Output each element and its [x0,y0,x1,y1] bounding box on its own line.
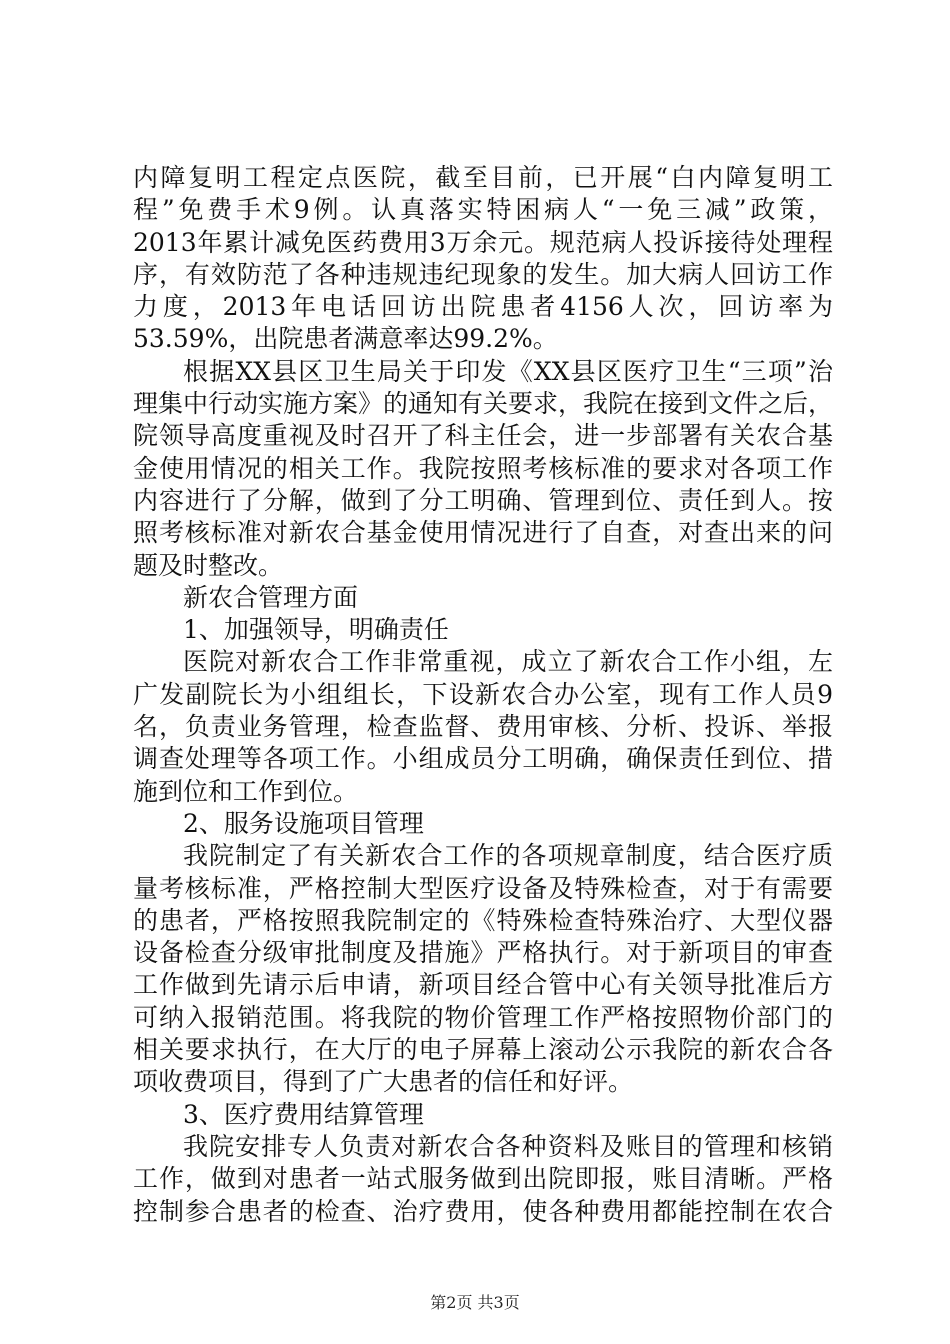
text-line: 项收费项目，得到了广大患者的信任和好评。 [133,1067,634,1097]
text-line: 的患者，严格按照我院制定的《特殊检查特殊治疗、大型仪器 [133,905,833,935]
text-line: 根据XX县区卫生局关于印发《XX县区医疗卫生“三项”治 [183,356,833,386]
text-line: 医院对新农合工作非常重视，成立了新农合工作小组，左 [183,647,833,677]
text-line: 我院制定了有关新农合工作的各项规章制度，结合医疗质 [183,841,833,871]
text-line: 院领导高度重视及时召开了科主任会，进一步部署有关农合基 [133,421,833,451]
text-line: 力度，2013年电话回访出院患者4156人次，回访率为 [133,292,833,322]
text-line: 程”免费手术9例。认真落实特困病人“一免三减”政策， [133,195,834,225]
text-line: 理集中行动实施方案》的通知有关要求，我院在接到文件之后， [133,389,834,419]
text-line: 工作，做到对患者一站式服务做到出院即报，账目清晰。严格 [133,1164,833,1194]
text-line: 2、服务设施项目管理 [183,808,424,838]
text-line: 金使用情况的相关工作。我院按照考核标准的要求对各项工作 [133,453,833,483]
text-line: 序，有效防范了各种违规违纪现象的发生。加大病人回访工作 [133,259,833,289]
text-line: 量考核标准，严格控制大型医疗设备及特殊检查，对于有需要 [133,873,833,903]
text-line: 我院安排专人负责对新农合各种资料及账目的管理和核销 [183,1131,833,1161]
text-line: 广发副院长为小组组长，下设新农合办公室，现有工作人员9 [133,679,833,709]
document-body [133,162,833,1228]
text-line: 题及时整改。 [133,550,284,580]
text-line: 内障复明工程定点医院，截至目前，已开展“白内障复明工 [133,163,833,192]
text-line: 可纳入报销范围。将我院的物价管理工作严格按照物价部门的 [133,1002,833,1032]
text-line: 新农合管理方面 [183,582,359,612]
text-line: 施到位和工作到位。 [133,776,359,806]
text-line: 照考核标准对新农合基金使用情况进行了自查，对查出来的问 [133,518,833,548]
text-line: 工作做到先请示后申请，新项目经合管中心有关领导批准后方 [133,970,833,1000]
text-line: 3、医疗费用结算管理 [183,1099,424,1129]
text-line: 1、加强领导，明确责任 [183,615,449,645]
text-line: 调查处理等各项工作。小组成员分工明确，确保责任到位、措 [133,744,833,774]
page-number-label: 第2页 共3页 [430,1293,520,1312]
text-line: 2013年累计减免医药费用3万余元。规范病人投诉接待处理程 [133,227,833,257]
text-line: 名，负责业务管理，检查监督、费用审核、分析、投诉、举报 [133,712,833,742]
page-footer [0,1290,950,1313]
text-line: 相关要求执行，在大厅的电子屏幕上滚动公示我院的新农合各 [133,1035,833,1065]
text-line: 设备检查分级审批制度及措施》严格执行。对于新项目的审查 [133,938,833,968]
text-line: 53.59%，出院患者满意率达99.2%。 [133,324,558,354]
text-line: 控制参合患者的检查、治疗费用，使各种费用都能控制在农合 [133,1196,833,1226]
text-line: 内容进行了分解，做到了分工明确、管理到位、责任到人。按 [133,485,833,515]
